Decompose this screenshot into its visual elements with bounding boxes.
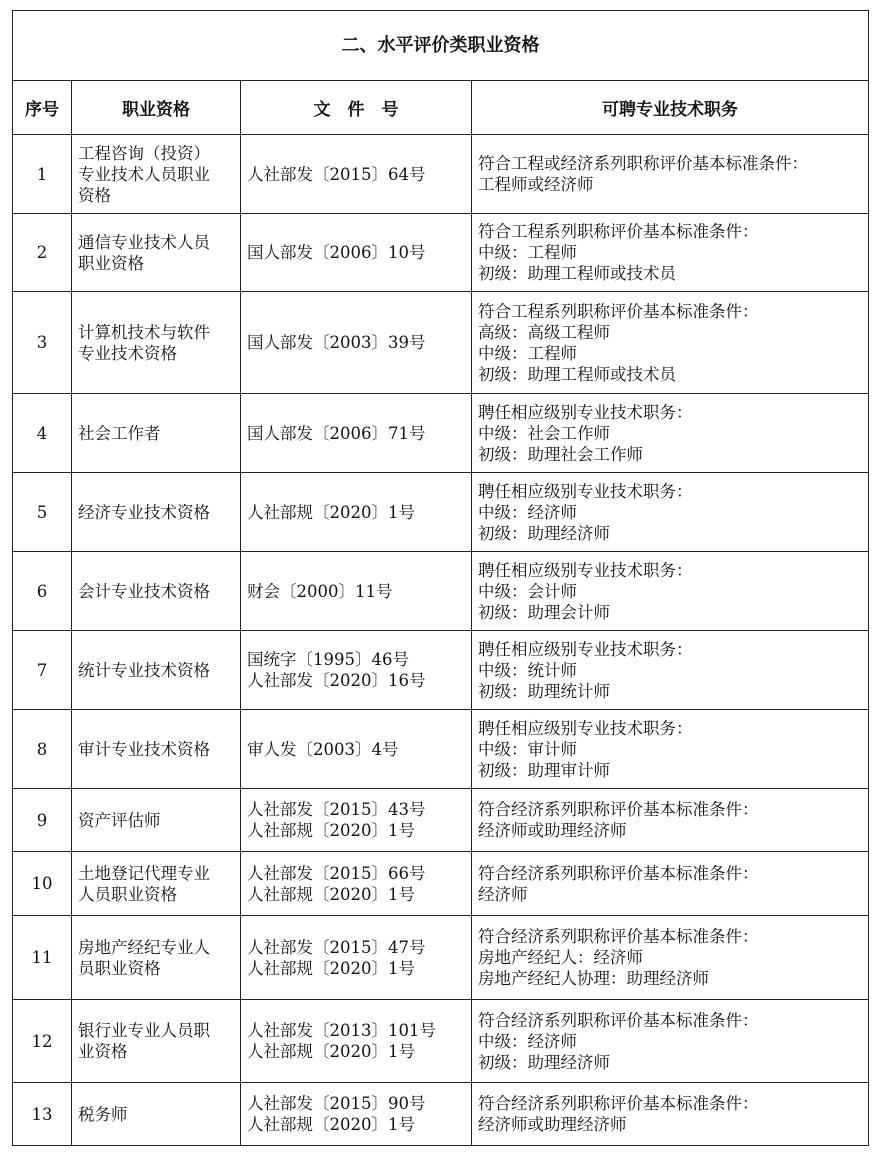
document-cell-line: 人社部规〔2020〕1号	[247, 958, 415, 978]
row-number: 9	[13, 789, 72, 852]
header-document: 文 件 号	[241, 81, 472, 135]
qualification-cell-line: 经济专业技术资格	[78, 502, 210, 522]
positions-cell-line: 初级：助理经济师	[478, 1052, 610, 1072]
positions-cell-line: 经济师	[478, 884, 528, 904]
positions-cell-line: 聘任相应级别专业技术职务：	[478, 402, 693, 422]
document-cell-line: 国统字〔1995〕46号	[247, 650, 409, 669]
table-row	[13, 1000, 869, 1083]
qualification-cell	[72, 292, 241, 394]
document-cell	[241, 789, 472, 852]
positions-cell-line: 符合经济系列职称评价基本标准条件：	[478, 800, 759, 819]
document-cell	[241, 473, 472, 552]
positions-cell	[472, 552, 869, 631]
document-cell	[241, 1083, 472, 1146]
qualification-table	[12, 10, 869, 1146]
document-cell-line: 人社部规〔2020〕1号	[247, 1042, 415, 1061]
table-row	[13, 394, 869, 473]
row-number: 12	[13, 1000, 72, 1083]
document-cell-line: 人社部发〔2020〕16号	[247, 671, 426, 690]
row-number: 5	[13, 473, 72, 552]
positions-cell-line: 初级：助理审计师	[478, 760, 610, 780]
document-cell	[241, 1000, 472, 1083]
positions-cell-line: 中级：工程师	[478, 243, 577, 262]
table-row	[13, 214, 869, 292]
positions-cell	[472, 1083, 869, 1146]
document-cell	[241, 394, 472, 473]
table-row	[13, 473, 869, 552]
positions-cell-line: 中级：统计师	[478, 660, 577, 680]
positions-cell-line: 符合工程或经济系列职称评价基本标准条件：	[478, 154, 808, 173]
positions-cell	[472, 394, 869, 473]
qualification-cell	[72, 1000, 241, 1083]
header-qualification: 职业资格	[72, 81, 241, 135]
positions-cell	[472, 916, 869, 1000]
qualification-cell	[72, 1083, 241, 1146]
table-body	[13, 135, 869, 1146]
qualification-cell	[72, 135, 241, 214]
positions-cell-line: 房地产经纪人：经济师	[478, 948, 643, 967]
qualification-cell	[72, 214, 241, 292]
document-cell	[241, 552, 472, 631]
qualification-cell-line: 统计专业技术资格	[78, 660, 210, 680]
qualification-cell-line: 资格	[78, 185, 111, 205]
positions-cell	[472, 214, 869, 292]
table-row	[13, 1083, 869, 1146]
positions-cell-line: 高级：高级工程师	[478, 322, 610, 342]
positions-cell-line: 经济师或助理经济师	[478, 1115, 627, 1134]
document-cell	[241, 135, 472, 214]
positions-cell-line: 经济师或助理经济师	[478, 821, 627, 840]
header-positions: 可聘专业技术职务	[472, 81, 869, 135]
qualification-cell-line: 业资格	[78, 1042, 128, 1061]
positions-cell-line: 符合工程系列职称评价基本标准条件：	[478, 301, 759, 321]
document-cell-line: 财会〔2000〕11号	[247, 581, 393, 601]
document-cell-line: 人社部规〔2020〕1号	[247, 821, 415, 840]
qualification-cell-line: 税务师	[78, 1104, 128, 1124]
positions-cell-line: 聘任相应级别专业技术职务：	[478, 718, 693, 738]
qualification-cell	[72, 473, 241, 552]
row-number: 7	[13, 631, 72, 710]
table-row	[13, 552, 869, 631]
positions-cell-line: 符合经济系列职称评价基本标准条件：	[478, 927, 759, 946]
qualification-cell	[72, 710, 241, 789]
table-row	[13, 631, 869, 710]
positions-cell	[472, 789, 869, 852]
document-cell-line: 人社部规〔2020〕1号	[247, 884, 415, 904]
positions-cell	[472, 631, 869, 710]
table-row	[13, 852, 869, 916]
table-row	[13, 710, 869, 789]
header-row	[13, 81, 869, 135]
qualification-cell-line: 工程咨询（投资）	[78, 143, 210, 163]
qualification-cell-line: 资产评估师	[78, 810, 161, 830]
document-cell-line: 人社部发〔2015〕90号	[247, 1094, 426, 1113]
positions-cell-line: 初级：助理会计师	[478, 602, 610, 622]
row-number: 10	[13, 852, 72, 916]
positions-cell	[472, 135, 869, 214]
qualification-cell	[72, 789, 241, 852]
qualification-table-container	[12, 10, 868, 1146]
qualification-cell-line: 会计专业技术资格	[78, 581, 210, 601]
table-row	[13, 292, 869, 394]
positions-cell-line: 初级：助理工程师或技术员	[478, 364, 676, 384]
positions-cell-line: 符合经济系列职称评价基本标准条件：	[478, 1094, 759, 1113]
positions-cell-line: 中级：审计师	[478, 739, 577, 759]
table-row	[13, 789, 869, 852]
qualification-cell-line: 银行业专业人员职	[78, 1021, 210, 1040]
positions-cell-line: 初级：助理统计师	[478, 681, 610, 701]
positions-cell-line: 符合工程系列职称评价基本标准条件：	[478, 222, 759, 241]
qualification-cell	[72, 552, 241, 631]
qualification-cell-line: 员职业资格	[78, 958, 161, 978]
document-cell-line: 人社部规〔2020〕1号	[247, 1115, 415, 1134]
positions-cell-line: 中级：工程师	[478, 343, 577, 363]
document-cell	[241, 916, 472, 1000]
positions-cell	[472, 1000, 869, 1083]
positions-cell	[472, 710, 869, 789]
document-cell-line: 国人部发〔2003〕39号	[247, 333, 426, 352]
document-cell	[241, 852, 472, 916]
positions-cell	[472, 852, 869, 916]
positions-cell-line: 中级：经济师	[478, 1031, 577, 1051]
document-cell-line: 人社部发〔2015〕66号	[247, 863, 426, 883]
qualification-cell	[72, 852, 241, 916]
row-number: 1	[13, 135, 72, 214]
qualification-cell-line: 计算机技术与软件	[78, 322, 210, 342]
positions-cell	[472, 473, 869, 552]
qualification-cell-line: 社会工作者	[78, 423, 161, 443]
positions-cell-line: 中级：社会工作师	[478, 423, 610, 443]
document-cell-line: 国人部发〔2006〕71号	[247, 423, 426, 443]
document-cell	[241, 631, 472, 710]
document-cell-line: 国人部发〔2006〕10号	[247, 243, 426, 262]
document-cell	[241, 292, 472, 394]
positions-cell-line: 聘任相应级别专业技术职务：	[478, 639, 693, 659]
document-cell-line: 人社部发〔2015〕64号	[247, 164, 426, 184]
document-cell-line: 人社部规〔2020〕1号	[247, 502, 415, 522]
qualification-cell-line: 房地产经纪专业人	[78, 937, 210, 957]
positions-cell	[472, 292, 869, 394]
row-number: 13	[13, 1083, 72, 1146]
row-number: 2	[13, 214, 72, 292]
document-cell	[241, 214, 472, 292]
table-title: 二、水平评价类职业资格	[13, 11, 869, 81]
positions-cell-line: 工程师或经济师	[478, 175, 594, 194]
qualification-cell-line: 专业技术人员职业	[78, 164, 210, 184]
row-number: 6	[13, 552, 72, 631]
positions-cell-line: 初级：助理工程师或技术员	[478, 264, 676, 283]
positions-cell-line: 中级：经济师	[478, 502, 577, 522]
row-number: 11	[13, 916, 72, 1000]
row-number: 3	[13, 292, 72, 394]
qualification-cell	[72, 631, 241, 710]
qualification-cell-line: 专业技术资格	[78, 343, 177, 363]
qualification-cell-line: 职业资格	[78, 253, 144, 273]
qualification-cell	[72, 394, 241, 473]
table-row	[13, 135, 869, 214]
qualification-cell-line: 人员职业资格	[78, 884, 177, 904]
positions-cell-line: 符合经济系列职称评价基本标准条件：	[478, 863, 759, 883]
document-cell-line: 人社部发〔2013〕101号	[247, 1021, 436, 1040]
qualification-cell-line: 审计专业技术资格	[78, 739, 210, 759]
positions-cell-line: 房地产经纪人协理：助理经济师	[478, 969, 709, 988]
table-row	[13, 916, 869, 1000]
positions-cell-line: 聘任相应级别专业技术职务：	[478, 560, 693, 580]
header-num: 序号	[13, 81, 72, 135]
positions-cell-line: 聘任相应级别专业技术职务：	[478, 481, 693, 501]
positions-cell-line: 符合经济系列职称评价基本标准条件：	[478, 1010, 759, 1030]
positions-cell-line: 初级：助理经济师	[478, 523, 610, 543]
row-number: 8	[13, 710, 72, 789]
document-cell-line: 人社部发〔2015〕47号	[247, 937, 426, 957]
row-number: 4	[13, 394, 72, 473]
positions-cell-line: 初级：助理社会工作师	[478, 444, 643, 464]
document-cell	[241, 710, 472, 789]
document-cell-line: 人社部发〔2015〕43号	[247, 800, 426, 819]
positions-cell-line: 中级：会计师	[478, 581, 577, 601]
document-cell-line: 审人发〔2003〕4号	[247, 739, 399, 759]
qualification-cell-line: 通信专业技术人员	[78, 232, 210, 252]
qualification-cell-line: 土地登记代理专业	[78, 863, 210, 883]
qualification-cell	[72, 916, 241, 1000]
